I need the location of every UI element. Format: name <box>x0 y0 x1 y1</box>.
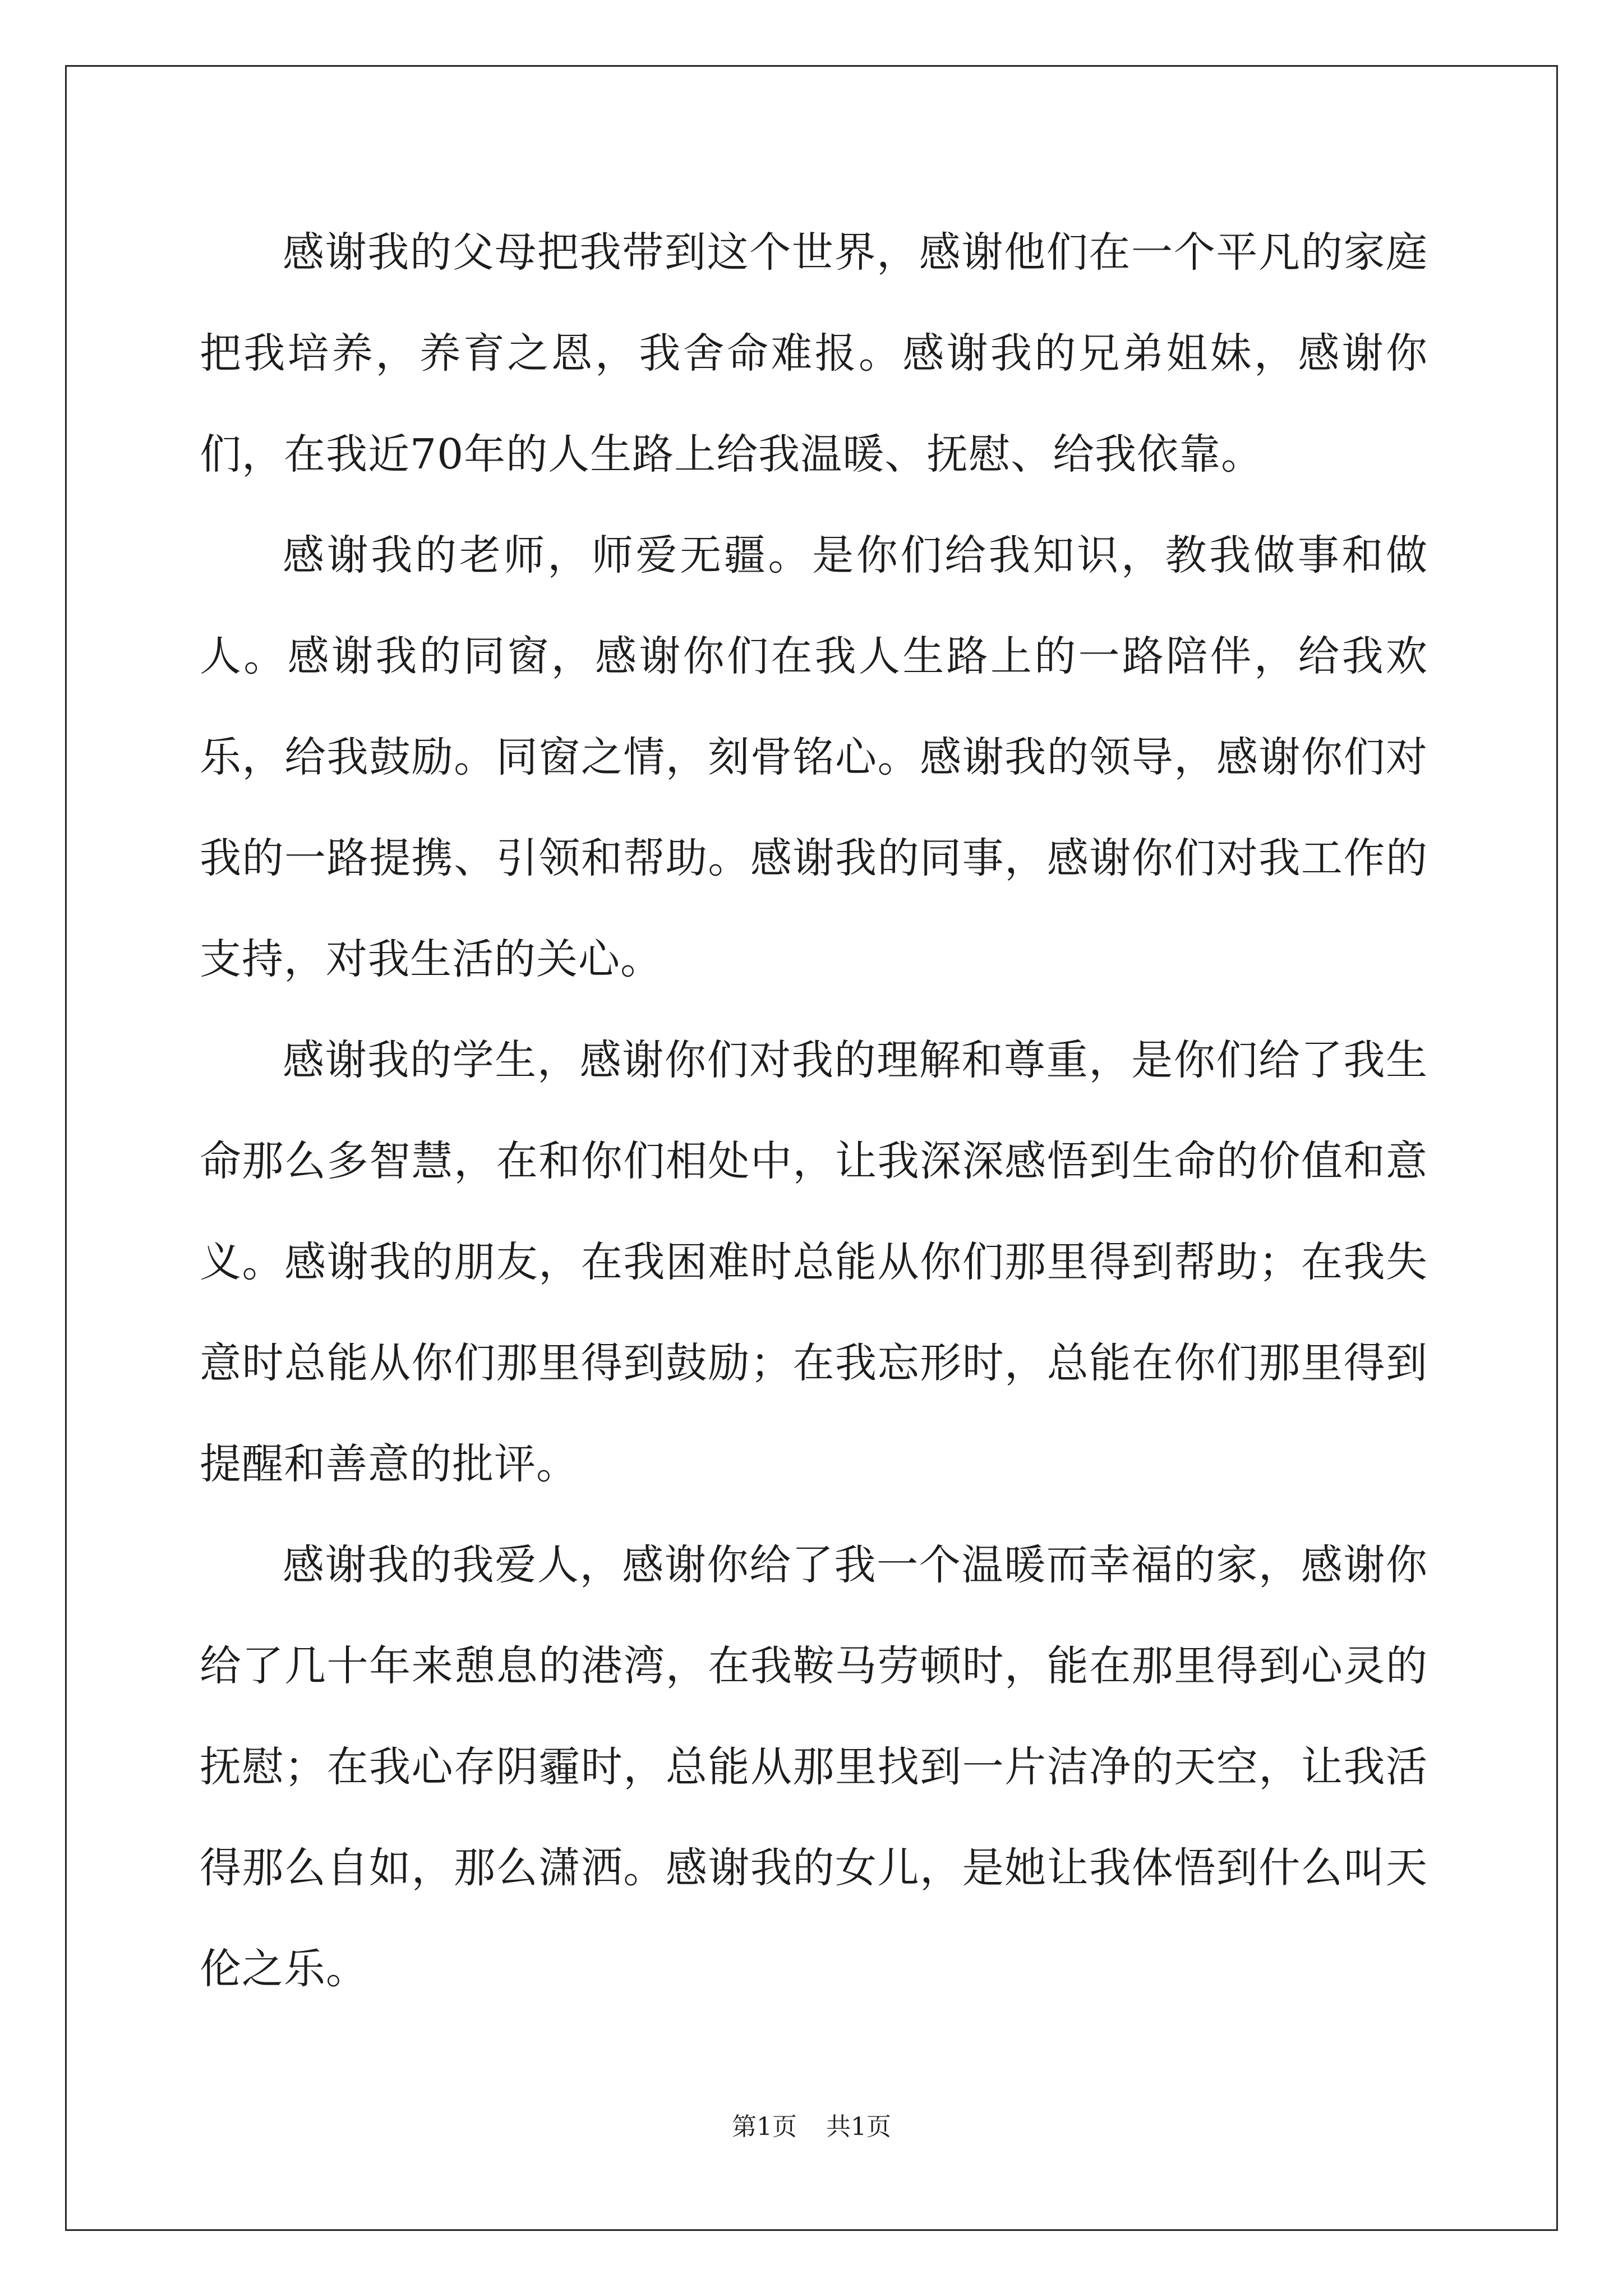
paragraph-2: 感谢我的老师，师爱无疆。是你们给我知识，教我做事和做人。感谢我的同窗，感谢你们在我人生路上的一路陪伴，给我欢乐，给我鼓励。同窗之情，刻骨铭心。感谢我的领导，感谢你们对我的一路提携、引领和帮助。感谢我的同事，感谢你们对我工作的支持，对我生活的关心。 <box>200 531 1428 983</box>
paragraph-1: 感谢我的父母把我带到这个世界，感谢他们在一个平凡的家庭把我培养，养育之恩，我舍命难报。感谢我的兄弟姐妹，感谢你们，在我近70年的人生路上给我温暖、抚慰、给我依靠。 <box>200 228 1428 478</box>
page-footer <box>0 2110 1623 2144</box>
document-body <box>200 202 1428 2019</box>
page-number-total: 共1页 <box>826 2113 891 2141</box>
paragraph-4: 感谢我的我爱人，感谢你给了我一个温暖而幸福的家，感谢你给了几十年来憩息的港湾，在我鞍马劳顿时，能在那里得到心灵的抚慰；在我心存阴霾时，总能从那里找到一片洁净的天空，让我活得那么自如，那么潇洒。感谢我的女儿，是她让我体悟到什么叫天伦之乐。 <box>200 1541 1428 1993</box>
page-number-current: 第1页 <box>732 2113 797 2141</box>
paragraph-3: 感谢我的学生，感谢你们对我的理解和尊重，是你们给了我生命那么多智慧，在和你们相处中，让我深深感悟到生命的价值和意义。感谢我的朋友，在我困难时总能从你们那里得到帮助；在我失意时总能从你们那里得到鼓励；在我忘形时，总能在你们那里得到提醒和善意的批评。 <box>200 1036 1428 1488</box>
